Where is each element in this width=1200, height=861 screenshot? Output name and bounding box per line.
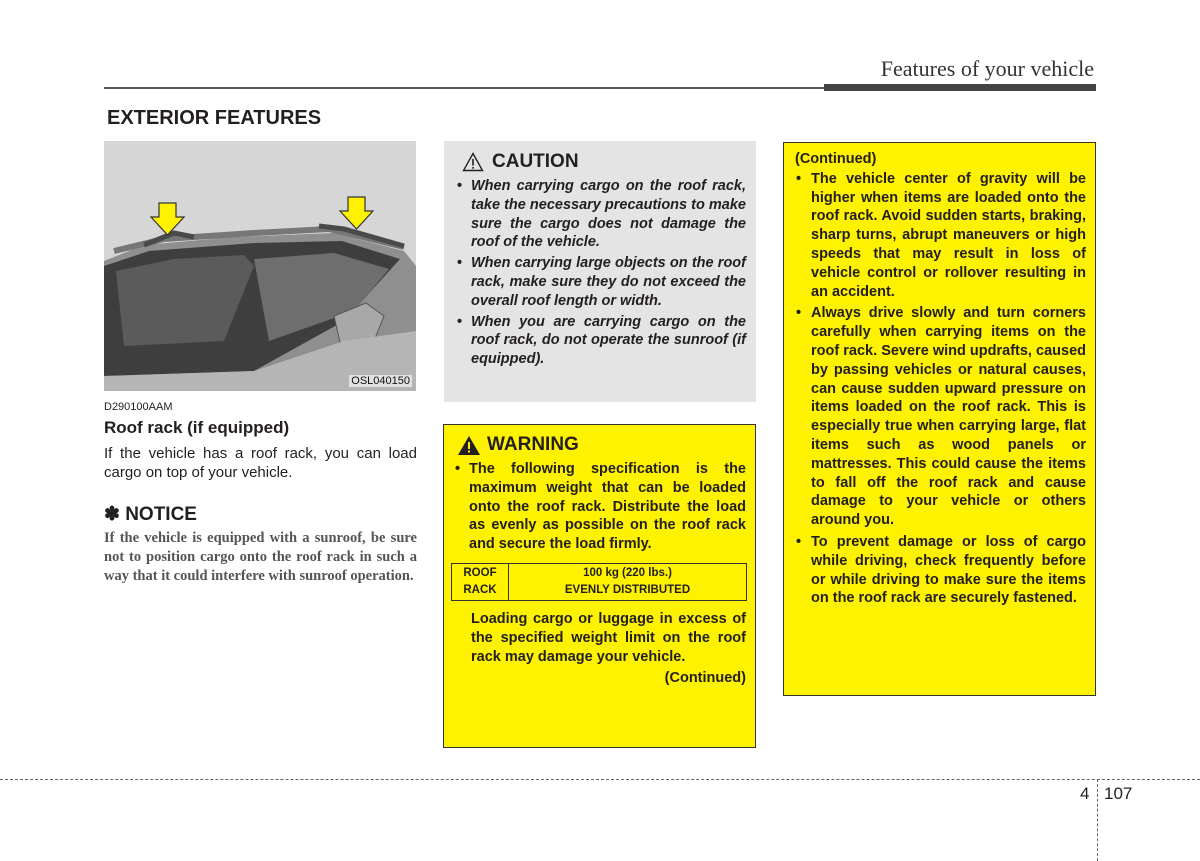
notice-body: If the vehicle is equipped with a sunroof, be sure not to position cargo onto the roof rack in such a way that it could interfere with sunroof operation.	[104, 530, 417, 584]
subheading: Roof rack (if equipped)	[104, 418, 290, 437]
header-bar	[824, 84, 1096, 91]
warning-extra-text: Loading cargo or luggage in excess of the specified weight limit on the roof rack may damage your vehicle.	[471, 610, 746, 665]
warning-continued-list	[795, 170, 1086, 608]
warning-list	[453, 460, 746, 554]
footer-rule	[0, 779, 1200, 780]
spec-label-line: ROOF	[463, 566, 497, 579]
caution-title: CAUTION	[492, 151, 579, 172]
warning-item: • To prevent damage or loss of cargo while driving, check frequently before or while driving to make sure the items on the roof rack are securely fastened.	[795, 533, 1086, 608]
spec-label-cell	[452, 563, 509, 600]
warning-box	[443, 424, 756, 748]
caution-triangle-icon	[462, 152, 484, 172]
header-title: Features of your vehicle	[880, 56, 1094, 81]
spec-value-cell	[509, 563, 747, 600]
caution-item: • When carrying cargo on the roof rack, take the necessary precautions to make sure the cargo does not damage the roof of the vehicle.	[454, 177, 746, 252]
roof-rack-spec-table	[451, 563, 747, 601]
document-code: D290100AAM	[104, 401, 173, 413]
body-text: If the vehicle has a roof rack, you can load cargo on top of your vehicle.	[104, 445, 417, 481]
caution-box	[444, 141, 756, 402]
warning-continued-box	[783, 142, 1096, 696]
warning-item: • The vehicle center of gravity will be higher when items are loaded onto the roof rack. Avoid sudden starts, braking, sharp turns, abrupt maneuvers or high speeds that may result in loss of vehicle control or rollover resulting in an accident.	[795, 170, 1086, 302]
warning-triangle-icon	[457, 435, 481, 456]
warning-item: • The following specification is the maximum weight that can be loaded onto the roof rack. Distribute the load as evenly as possible on the roof rack and secure the load firmly.	[453, 460, 746, 554]
notice-title: ✽ NOTICE	[104, 504, 197, 525]
warning-title: WARNING	[487, 434, 579, 455]
continued-label: (Continued)	[664, 670, 746, 687]
section-title: EXTERIOR FEATURES	[107, 107, 322, 129]
photo-code: OSL040150	[351, 375, 410, 387]
caution-list	[454, 177, 746, 369]
spec-value-line: 100 kg (220 lbs.)	[583, 566, 672, 579]
warning-item: • Always drive slowly and turn corners carefully when carrying items on the roof rack. Severe wind updrafts, caused by passing vehicles or natural causes, can cause sudden upward pressure on items loaded on the roof rack. This is especially true when carrying large, flat items such as wood panels or mattresses. This could cause the items to fall off the roof rack and cause damage to your vehicle or others around you.	[795, 304, 1086, 530]
chapter-number: 4	[1080, 784, 1090, 803]
caution-item: • When you are carrying cargo on the roof rack, do not operate the sunroof (if equipped).	[454, 313, 746, 369]
roof-rack-photo	[104, 141, 416, 391]
spec-label-line: RACK	[463, 583, 497, 596]
spec-value-line: EVENLY DISTRIBUTED	[564, 583, 691, 596]
caution-item: • When carrying large objects on the roof rack, make sure they do not exceed the overall roof length or width.	[454, 254, 746, 310]
header-rule	[104, 87, 824, 89]
car-roof-illustration	[104, 141, 416, 391]
warning-heading	[457, 434, 746, 456]
page-number: 107	[1104, 784, 1133, 803]
continued-heading: (Continued)	[795, 151, 877, 167]
caution-heading	[462, 151, 746, 173]
footer-divider	[1097, 779, 1098, 861]
